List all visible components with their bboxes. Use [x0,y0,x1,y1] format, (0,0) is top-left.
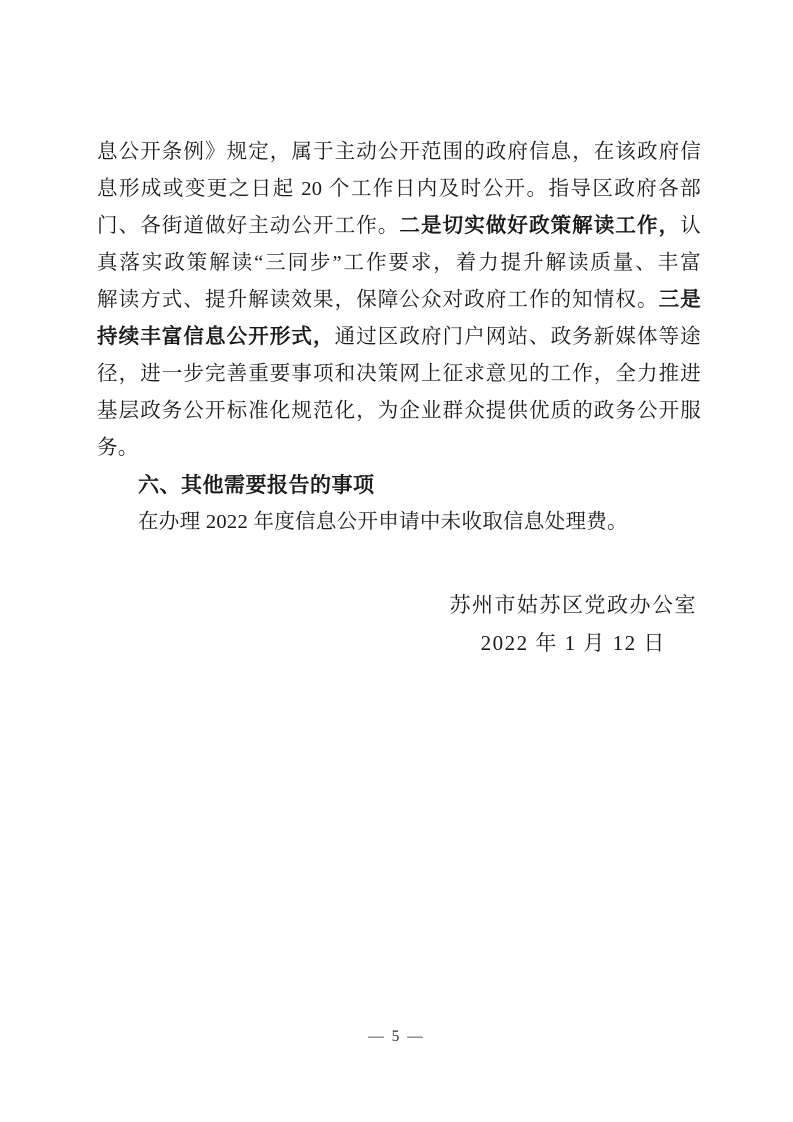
text-run: 基层政务公开标准化规范化，为企业群众提供优质的政务公开服 [97,400,701,422]
body-line [97,171,701,208]
section-heading [97,467,701,504]
page-number: — 5 — [368,1028,425,1045]
body-line [97,134,701,171]
text-run: 在办理 2022 年度信息公开申请中未收取信息处理费。 [138,511,628,533]
text-run: 真落实政策解读“三同步”工作要求，着力提升解读质量、丰富 [97,252,701,274]
body-line [97,208,701,245]
page-footer [0,1028,793,1046]
text-run: 认 [680,215,701,237]
document-body [97,134,701,541]
text-run: 六、其他需要报告的事项 [138,474,375,497]
signature-org: 苏州市姑苏区党政办公室 [449,593,697,617]
text-run: 解读方式、提升解读效果，保障公众对政府工作的知情权。 [97,289,659,311]
body-line [97,430,701,467]
body-line [97,319,701,356]
body-line [97,504,701,541]
text-run: 息公开条例》规定，属于主动公开范围的政府信息，在该政府信 [97,141,701,163]
body-line [97,245,701,282]
signature-block [450,586,698,662]
body-line [97,282,701,319]
text-run: 门、各街道做好主动公开工作。 [97,215,400,237]
text-run: 务。 [97,437,139,459]
body-line [97,393,701,430]
signature-date: 2022 年 1 月 12 日 [480,631,666,655]
text-run: 持续丰富信息公开形式， [97,326,335,348]
text-run: 通过区政府门户网站、政务新媒体等途 [334,326,701,348]
text-run: 息形成或变更之日起 20 个工作日内及时公开。指导区政府各部 [97,178,701,200]
body-line [97,356,701,393]
text-run: 径，进一步完善重要事项和决策网上征求意见的工作，全力推进 [97,363,701,385]
text-run: 三是 [658,289,701,311]
text-run: 二是切实做好政策解读工作， [399,215,681,237]
